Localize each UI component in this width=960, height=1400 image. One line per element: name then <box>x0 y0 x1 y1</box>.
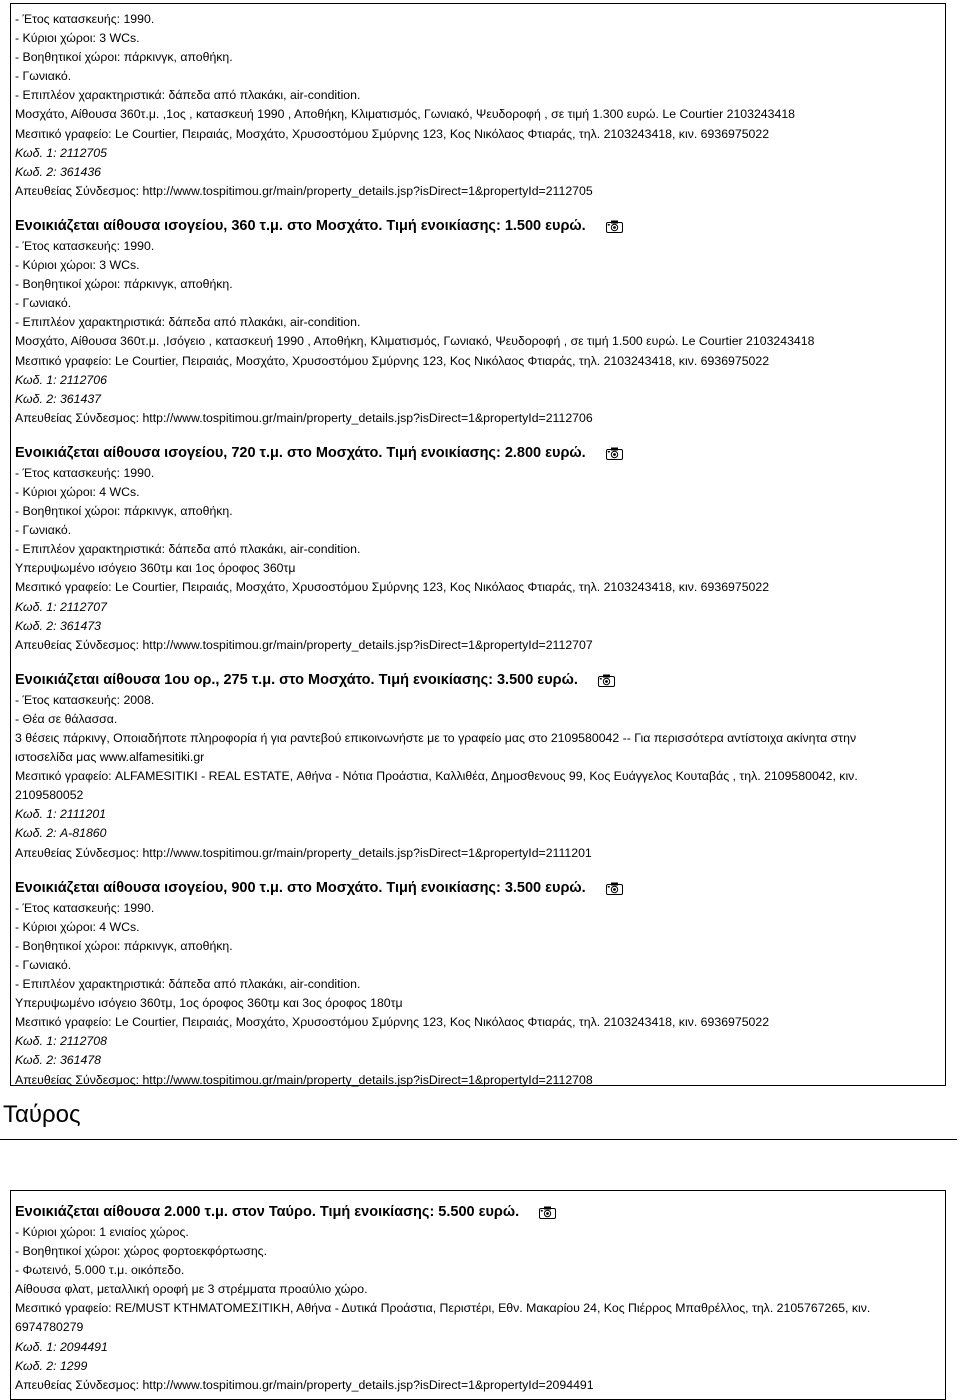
detail-line: - Επιπλέον χαρακτηριστικά: δάπεδα από πλακάκι, air-condition. <box>15 315 361 330</box>
listing-title <box>15 444 945 463</box>
listing-title-text: Ενοικιάζεται αίθουσα 2.000 τ.μ. στον Ταύρο. Τιμή ενοικίασης: 5.500 ευρώ. <box>15 1204 520 1220</box>
description-line: Μοσχάτο, Αίθουσα 360τ.μ. ,1ος , κατασκευή 1990 , Αποθήκη, Κλιματισμός, Γωνιακό, Ψευδοροφή , σε τιμή 1.300 ευρώ. Le Courtier 2103243418 <box>15 107 795 122</box>
code-1: Κωδ. 1: 2112705 <box>15 145 107 160</box>
camera-icon[interactable] <box>606 447 623 460</box>
code-2: Κωδ. 2: 361473 <box>15 618 102 633</box>
listing-title <box>15 879 945 898</box>
agency-line: 2109580052 <box>15 788 84 803</box>
listing-title-text: Ενοικιάζεται αίθουσα ισογείου, 720 τ.μ. στο Μοσχάτο. Τιμή ενοικίασης: 2.800 ευρώ. <box>15 444 586 461</box>
listing-title-text: Ενοικιάζεται αίθουσα 1ου ορ., 275 τ.μ. στο Μοσχάτο. Τιμή ενοικίασης: 3.500 ευρώ. <box>15 671 578 688</box>
agency-line: Μεσιτικό γραφείο: Le Courtier, Πειραιάς, Μοσχάτο, Χρυσοστόμου Σμύρνης 123, Κος Νικόλαος Φτιαράς, τηλ. 2103243418, κιν. 6936975022 <box>15 580 770 595</box>
direct-link[interactable]: Απευθείας Σύνδεσμος: http://www.tospitimou.gr/main/property_details.jsp?isDirect=1&propertyId=2112708 <box>15 1072 593 1087</box>
listing-title <box>15 217 945 236</box>
detail-line: - Βοηθητικοί χώροι: πάρκινγκ, αποθήκη. <box>15 504 233 519</box>
code-1: Κωδ. 1: 2112708 <box>15 1034 107 1049</box>
detail-line: - Γωνιακό. <box>15 69 72 84</box>
agency-line: Μεσιτικό γραφείο: Le Courtier, Πειραιάς, Μοσχάτο, Χρυσοστόμου Σμύρνης 123, Κος Νικόλαος Φτιαράς, τηλ. 2103243418, κιν. 6936975022 <box>15 126 770 141</box>
camera-icon[interactable] <box>539 1206 556 1219</box>
description-line: Μοσχάτο, Αίθουσα 360τ.μ. ,Ισόγειο , κατασκευή 1990 , Αποθήκη, Κλιματισμός, Γωνιακό, Ψευδοροφή , σε τιμή 1.500 ευρώ. Le Courtier 2103243418 <box>15 334 815 349</box>
agency-line: Μεσιτικό γραφείο: ALFAMESITIKI - REAL ESTATE, Αθήνα - Νότια Προάστια, Καλλιθέα, Δημοσθενους 99, Κος Ευάγγελος Κουταβάς , τηλ. 2109580042, κιν. <box>15 769 858 784</box>
detail-line: - Γωνιακό. <box>15 523 72 538</box>
direct-link[interactable]: Απευθείας Σύνδεσμος: http://www.tospitimou.gr/main/property_details.jsp?isDirect=1&propertyId=2112707 <box>15 637 593 652</box>
listing <box>15 879 945 1090</box>
agency-line: Μεσιτικό γραφείο: Le Courtier, Πειραιάς, Μοσχάτο, Χρυσοστόμου Σμύρνης 123, Κος Νικόλαος Φτιαράς, τηλ. 2103243418, κιν. 6936975022 <box>15 1015 770 1030</box>
code-1: Κωδ. 1: 2112706 <box>15 372 107 387</box>
code-2: Κωδ. 2: A-81860 <box>15 826 107 841</box>
camera-icon[interactable] <box>606 882 623 895</box>
camera-icon[interactable] <box>606 220 623 233</box>
code-2: Κωδ. 2: 361437 <box>15 391 102 406</box>
detail-line: - Βοηθητικοί χώροι: πάρκινγκ, αποθήκη. <box>15 938 233 953</box>
detail-line: - Κύριοι χώροι: 3 WCs. <box>15 258 140 273</box>
moschato-listings-box <box>10 3 946 1086</box>
detail-line: - Κύριοι χώροι: 4 WCs. <box>15 919 140 934</box>
code-2: Κωδ. 2: 1299 <box>15 1358 88 1373</box>
detail-line: - Έτος κατασκευής: 1990. <box>15 238 155 253</box>
listing-title-text: Ενοικιάζεται αίθουσα ισογείου, 900 τ.μ. στο Μοσχάτο. Τιμή ενοικίασης: 3.500 ευρώ. <box>15 879 586 896</box>
detail-line: - Επιπλέον χαρακτηριστικά: δάπεδα από πλακάκι, air-condition. <box>15 88 361 103</box>
detail-line: - Έτος κατασκευής: 2008. <box>15 692 155 707</box>
code-1: Κωδ. 1: 2112707 <box>15 599 107 614</box>
listing <box>15 217 945 428</box>
detail-line: - Βοηθητικοί χώροι: πάρκινγκ, αποθήκη. <box>15 277 233 292</box>
code-2: Κωδ. 2: 361436 <box>15 164 102 179</box>
description-line: ιστοσελίδα μας www.alfamesitiki.gr <box>15 750 205 765</box>
detail-line: - Κύριοι χώροι: 3 WCs. <box>15 31 140 46</box>
detail-line: - Επιπλέον χαρακτηριστικά: δάπεδα από πλακάκι, air-condition. <box>15 977 361 992</box>
detail-line: - Γωνιακό. <box>15 957 72 972</box>
direct-link[interactable]: Απευθείας Σύνδεσμος: http://www.tospitimou.gr/main/property_details.jsp?isDirect=1&propertyId=2112706 <box>15 410 593 425</box>
description-line: Υπερυψωμένο ισόγειο 360τμ και 1ος όροφος 360τμ <box>15 561 296 576</box>
direct-link[interactable]: Απευθείας Σύνδεσμος: http://www.tospitimou.gr/main/property_details.jsp?isDirect=1&propertyId=2112705 <box>15 183 593 198</box>
agency-line: 6974780279 <box>15 1320 84 1335</box>
listing-title <box>15 671 945 690</box>
detail-line: - Έτος κατασκευής: 1990. <box>15 465 155 480</box>
listing-continuation <box>15 10 945 201</box>
listing <box>15 671 945 863</box>
detail-line: - Βοηθητικοί χώροι: πάρκινγκ, αποθήκη. <box>15 50 233 65</box>
detail-line: - Φωτεινό, 5.000 τ.μ. οικόπεδο. <box>15 1263 185 1278</box>
tavros-listings-box <box>10 1190 946 1400</box>
detail-line: - Έτος κατασκευής: 1990. <box>15 900 155 915</box>
code-1: Κωδ. 1: 2094491 <box>15 1339 108 1354</box>
direct-link[interactable]: Απευθείας Σύνδεσμος: http://www.tospitimou.gr/main/property_details.jsp?isDirect=1&propertyId=2111201 <box>15 845 592 860</box>
listing <box>15 1203 945 1395</box>
direct-link[interactable]: Απευθείας Σύνδεσμος: http://www.tospitimou.gr/main/property_details.jsp?isDirect=1&propertyId=2094491 <box>15 1377 594 1392</box>
camera-icon[interactable] <box>598 674 615 687</box>
code-2: Κωδ. 2: 361478 <box>15 1053 102 1068</box>
detail-line: - Θέα σε θάλασσα. <box>15 711 118 726</box>
detail-line: - Επιπλέον χαρακτηριστικά: δάπεδα από πλακάκι, air-condition. <box>15 542 361 557</box>
section-divider <box>0 1139 957 1140</box>
description-line: Αίθουσα φλατ, μεταλλική οροφή με 3 στρέμματα προαύλιο χώρο. <box>15 1282 368 1297</box>
code-1: Κωδ. 1: 2111201 <box>15 807 107 822</box>
detail-line: - Έτος κατασκευής: 1990. <box>15 12 155 26</box>
agency-line: Μεσιτικό γραφείο: RE/MUST ΚΤΗΜΑΤΟΜΕΣΙΤΙΚΗ, Αθήνα - Δυτικά Προάστια, Περιστέρι, Εθν. Μακαρίου 24, Κος Πιέρρος Μπαθρέλλος, τηλ. 2105767265, κιν. <box>15 1301 871 1316</box>
agency-line: Μεσιτικό γραφείο: Le Courtier, Πειραιάς, Μοσχάτο, Χρυσοστόμου Σμύρνης 123, Κος Νικόλαος Φτιαράς, τηλ. 2103243418, κιν. 6936975022 <box>15 353 770 368</box>
detail-line: - Κύριοι χώροι: 1 ενιαίος χώρος. <box>15 1225 189 1239</box>
listing <box>15 444 945 655</box>
detail-line: - Βοηθητικοί χώροι: χώρος φορτοεκφόρτωσης. <box>15 1244 267 1259</box>
description-line: 3 θέσεις πάρκινγ, Οποιαδήποτε πληροφορία ή για ραντεβού επικοινωνήστε με το γραφείο μας στο 2109580042 -- Για περισσότερα αντίστοιχα ακίνητα στην <box>15 731 857 745</box>
detail-line: - Κύριοι χώροι: 4 WCs. <box>15 484 140 499</box>
detail-line: - Γωνιακό. <box>15 296 72 311</box>
listing-title <box>15 1203 945 1222</box>
section-heading: Ταύρος <box>3 1101 81 1128</box>
description-line: Υπερυψωμένο ισόγειο 360τμ, 1ος όροφος 360τμ και 3ος όροφος 180τμ <box>15 996 403 1011</box>
listing-title-text: Ενοικιάζεται αίθουσα ισογείου, 360 τ.μ. στο Μοσχάτο. Τιμή ενοικίασης: 1.500 ευρώ. <box>15 217 586 234</box>
